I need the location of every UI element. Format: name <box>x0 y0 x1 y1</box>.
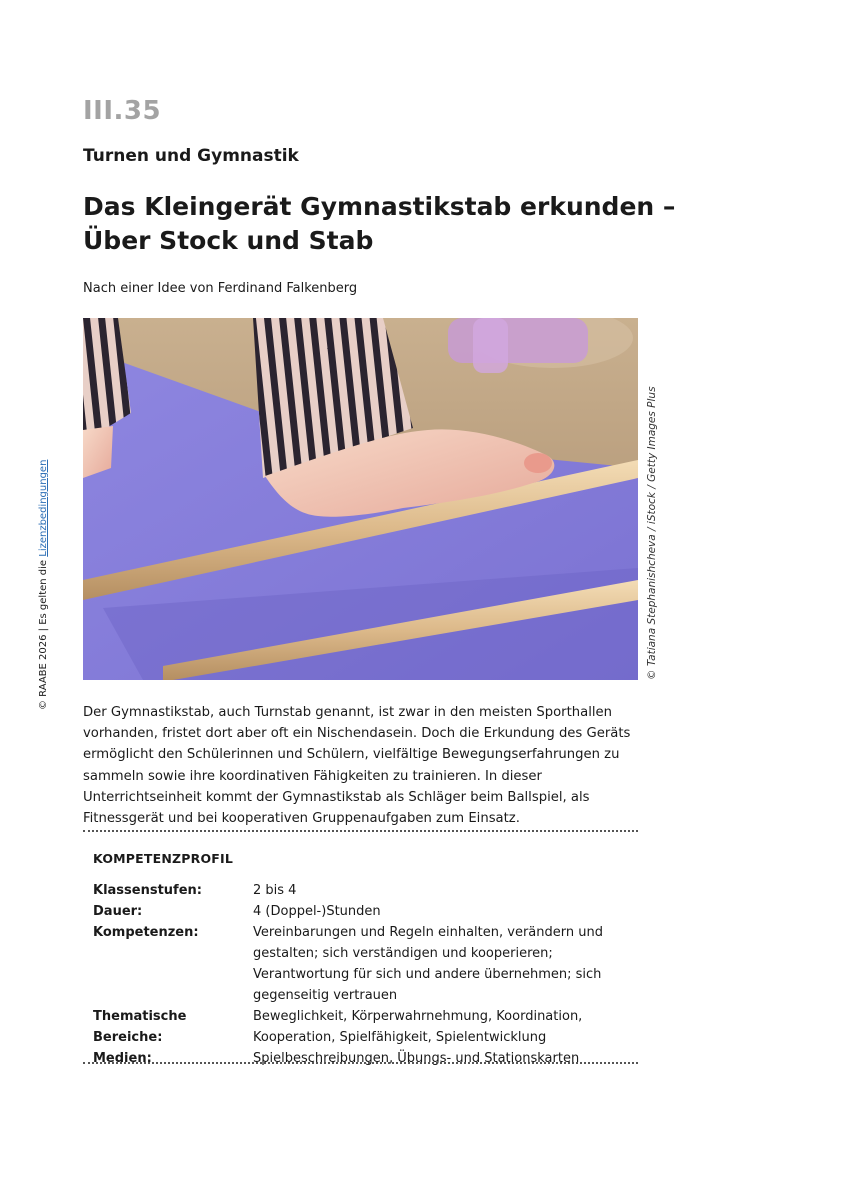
profile-value: Vereinbarungen und Regeln einhalten, verändern und gestalten; sich verständigen und kooperieren; Verantwortung für sich und andere übernehmen; sich gegenseitig vertrauen <box>253 925 603 1003</box>
cover-photo <box>83 318 638 680</box>
page-title <box>83 190 676 258</box>
author-line: Nach einer Idee von Ferdinand Falkenberg <box>83 281 358 296</box>
profile-row <box>93 880 638 901</box>
copyright-text: © RAABE 2026 | Es gelten die <box>38 556 49 710</box>
profile-row <box>93 1006 638 1048</box>
profile-label: Kompetenzen: <box>93 925 199 940</box>
title-line-1: Das Kleingerät Gymnastikstab erkunden – <box>83 192 676 221</box>
profile-row <box>93 1048 638 1069</box>
divider-top <box>83 830 638 832</box>
unit-number: III.35 <box>83 96 162 126</box>
license-link[interactable]: Lizenzbedingungen <box>38 459 49 557</box>
profile-value: 4 (Doppel-)Stunden <box>253 904 381 919</box>
profile-label: Dauer: <box>93 904 143 919</box>
profile-label: Klassenstufen: <box>93 883 202 898</box>
profile-value: 2 bis 4 <box>253 883 297 898</box>
divider-bottom <box>83 1062 638 1064</box>
profile-title: KOMPETENZPROFIL <box>93 851 234 866</box>
profile-row <box>93 901 638 922</box>
competence-profile-table <box>93 880 638 1069</box>
profile-value: Spielbeschreibungen, Übungs- und Stationskarten <box>253 1051 580 1066</box>
intro-paragraph: Der Gymnastikstab, auch Turnstab genannt, ist zwar in den meisten Sporthallen vorhanden, fristet dort aber oft ein Nischendasein. Doch die Erkundung des Geräts ermöglicht den Schülerinnen und Schülern, vielfältige Bewegungserfahrungen zu sammeln sowie ihre koordinativen Fähigkeiten zu trainieren. In dieser Unterrichtseinheit kommt der Gymnastikstab als Schläger beim Ballspiel, als Fitnessgerät und bei kooperativen Gruppenaufgaben zum Einsatz. <box>83 705 631 827</box>
title-line-2: Über Stock und Stab <box>83 226 374 255</box>
photo-credit: © Tatiana Stephanishcheva / iStock / Getty Images Plus <box>646 386 658 680</box>
copyright-note <box>38 460 49 710</box>
profile-row <box>93 922 638 1006</box>
category-label: Turnen und Gymnastik <box>83 146 299 166</box>
profile-value: Beweglichkeit, Körperwahrnehmung, Koordination, Kooperation, Spielfähigkeit, Spielentwicklung <box>253 1009 583 1045</box>
profile-label: Thematische Bereiche: <box>93 1009 187 1045</box>
profile-label: Medien: <box>93 1051 152 1066</box>
